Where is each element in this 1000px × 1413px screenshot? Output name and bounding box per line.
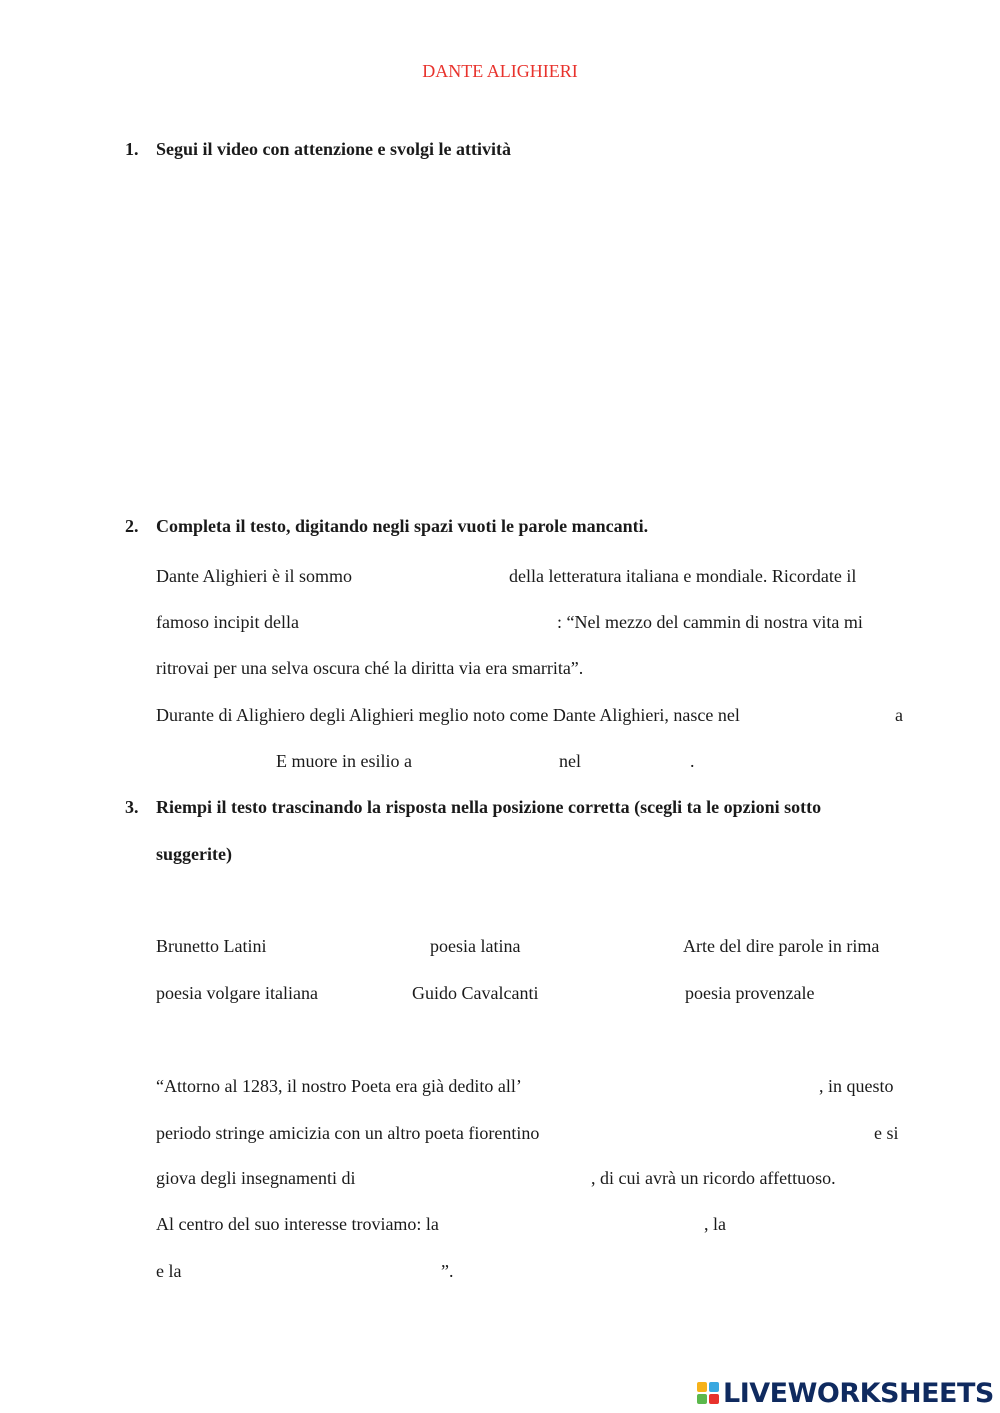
drop-zone[interactable] xyxy=(384,1166,584,1188)
q2-instruction: Completa il testo, digitando negli spazi vuoti le parole mancanti. xyxy=(156,516,649,536)
drop-zone[interactable] xyxy=(580,1074,812,1096)
q3-text-line: “Attorno al 1283, il nostro Poeta era già dedito all’ xyxy=(156,1076,522,1096)
q2-text-line: nel xyxy=(559,751,581,771)
page-title: DANTE ALIGHIERI xyxy=(422,61,578,81)
q3-text-line: ”. xyxy=(441,1261,454,1281)
q3-text-line: Al centro del suo interesse troviamo: la xyxy=(156,1214,439,1234)
drop-zone[interactable] xyxy=(190,1259,434,1281)
blank-input[interactable] xyxy=(434,749,556,773)
blank-input[interactable] xyxy=(384,564,506,588)
q3-text-line: e la xyxy=(156,1261,182,1281)
q2-number: 2. xyxy=(125,516,139,536)
q3-instruction-cont: suggerite) xyxy=(156,844,232,864)
logo-squares-icon xyxy=(697,1382,719,1404)
option-chip[interactable]: Guido Cavalcanti xyxy=(412,983,539,1003)
q1-number: 1. xyxy=(125,139,139,159)
q3-text-line: , la xyxy=(704,1214,726,1234)
q3-text-line: , di cui avrà un ricordo affettuoso. xyxy=(591,1168,836,1188)
q3-text-line: e si xyxy=(874,1123,899,1143)
q2-text-line: Durante di Alighiero degli Alighieri meglio noto come Dante Alighieri, nasce nel xyxy=(156,705,740,725)
q3-text-line: giova degli insegnamenti di xyxy=(156,1168,356,1188)
blank-input[interactable] xyxy=(590,749,689,773)
q2-text-line: Dante Alighieri è il sommo xyxy=(156,566,352,586)
brand-name: LIVEWORKSHEETS xyxy=(723,1377,994,1409)
drop-zone[interactable] xyxy=(478,1212,698,1234)
q3-number: 3. xyxy=(125,797,139,817)
blank-input[interactable] xyxy=(322,610,554,634)
option-chip[interactable]: Arte del dire parole in rima xyxy=(683,936,880,956)
q2-text-line: : “Nel mezzo del cammin di nostra vita mi xyxy=(557,612,863,632)
q2-text-line: famoso incipit della xyxy=(156,612,299,632)
q2-text-line: della letteratura italiana e mondiale. Ricordate il xyxy=(509,566,857,586)
option-chip[interactable]: poesia provenzale xyxy=(685,983,815,1003)
q3-instruction: Riempi il testo trascinando la risposta nella posizione corretta (scegli ta le opzioni sotto xyxy=(156,797,822,817)
q2-text-line: ritrovai per una selva oscura ché la diritta via era smarrita”. xyxy=(156,658,584,678)
liveworksheets-logo xyxy=(697,1378,994,1408)
option-chip[interactable]: Brunetto Latini xyxy=(156,936,267,956)
blank-input[interactable] xyxy=(156,749,272,773)
drop-zone[interactable] xyxy=(594,1121,866,1143)
option-chip[interactable]: poesia volgare italiana xyxy=(156,983,318,1003)
q1-instruction: Segui il video con attenzione e svolgi le attività xyxy=(156,139,511,159)
q3-text-line: periodo stringe amicizia con un altro poeta fiorentino xyxy=(156,1123,540,1143)
blank-input[interactable] xyxy=(814,703,894,727)
q2-text-line: a xyxy=(895,705,903,725)
option-chip[interactable]: poesia latina xyxy=(430,936,521,956)
q3-text-line: , in questo xyxy=(819,1076,894,1096)
video-area[interactable] xyxy=(156,175,904,495)
q2-text-line: E muore in esilio a xyxy=(276,751,412,771)
q2-text-line: . xyxy=(690,751,695,771)
